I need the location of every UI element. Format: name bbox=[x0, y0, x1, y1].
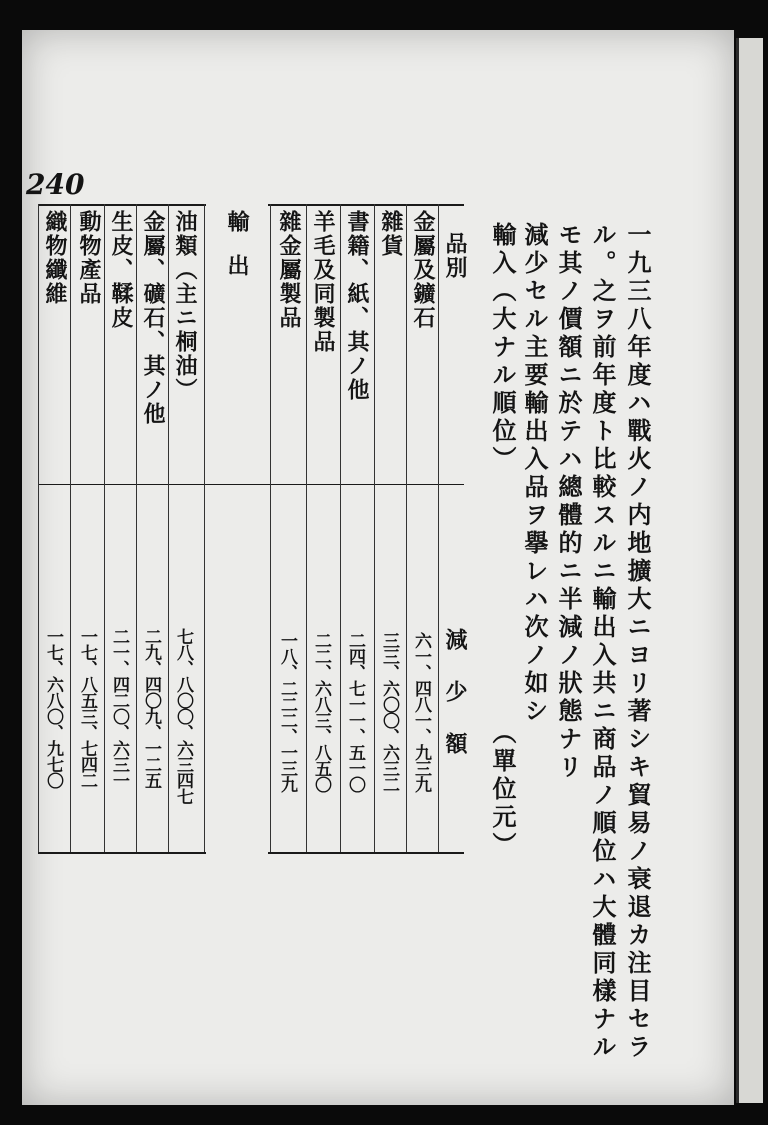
header-amount: 減少額 bbox=[442, 628, 468, 784]
column-divider-rule bbox=[38, 484, 464, 485]
page-number: 240 bbox=[26, 168, 85, 201]
import-item-4: 羊毛及同製品 bbox=[310, 210, 336, 354]
export-item-4: 動物產品 bbox=[76, 210, 102, 306]
header-item: 品別 bbox=[442, 232, 468, 280]
import-amount-3: 二四、七一一、五一〇 bbox=[345, 632, 365, 792]
col-rule bbox=[104, 204, 105, 852]
export-amount-5: 一七、六八〇、九七〇 bbox=[43, 628, 63, 788]
export-amount-2: 二九、四〇九、一二五 bbox=[141, 628, 161, 788]
export-amount-1: 七八、八〇〇、六三四七 bbox=[173, 628, 193, 804]
export-item-1: 油類（主ニ桐油） bbox=[172, 210, 198, 402]
import-item-5: 雜金屬製品 bbox=[276, 210, 302, 330]
import-item-2: 雜貨 bbox=[378, 210, 404, 258]
import-item-1: 金屬及鑛石 bbox=[410, 210, 436, 330]
col-rule bbox=[340, 204, 341, 852]
col-rule bbox=[168, 204, 169, 852]
imports-table-bottom-rule bbox=[268, 852, 464, 854]
col-rule bbox=[70, 204, 71, 852]
export-item-2: 金屬、礦石、其ノ他 bbox=[140, 210, 166, 426]
export-item-5: 織物纖維 bbox=[42, 210, 68, 306]
body-line-4: 減少セル主要輸出入品ヲ擧レハ次ノ如シ bbox=[520, 222, 549, 726]
import-item-3: 書籍、紙、其ノ他 bbox=[344, 210, 370, 402]
col-rule bbox=[406, 204, 407, 852]
col-rule bbox=[374, 204, 375, 852]
imports-table-top-rule bbox=[268, 204, 464, 206]
body-line-3: モ其ノ價額ニ於テハ總體的ニ半減ノ狀態ナリ bbox=[554, 222, 583, 782]
import-amount-4: 二二、六八三、八五〇 bbox=[311, 632, 331, 792]
col-rule bbox=[438, 204, 439, 852]
unit-note: （單位元） bbox=[488, 720, 517, 860]
col-rule bbox=[270, 204, 271, 852]
col-rule bbox=[136, 204, 137, 852]
exports-table-bottom-rule bbox=[38, 852, 206, 854]
col-rule bbox=[204, 204, 205, 852]
export-amount-3: 二一、四二〇、六三一 bbox=[109, 628, 129, 788]
import-amount-5: 一八、二二二、一三九 bbox=[277, 632, 297, 792]
exports-label: 輸出 bbox=[224, 210, 250, 298]
adjacent-page-edge bbox=[736, 38, 763, 1103]
body-line-1: 一九三八年度ハ戰火ノ内地擴大ニヨリ著シキ貿易ノ衰退カ注目セラ bbox=[623, 222, 652, 1062]
import-amount-2: 三三、六〇〇、六三二 bbox=[379, 632, 399, 792]
export-amount-4: 一七、八五三、七四二 bbox=[77, 628, 97, 788]
body-line-2: ル。之ヲ前年度ト比較スルニ輸出入共ニ商品ノ順位ハ大體同樣ナル bbox=[588, 222, 617, 1062]
export-item-3: 生皮、鞣皮 bbox=[108, 210, 134, 330]
import-amount-1: 六一、四八一、九三九 bbox=[411, 632, 431, 792]
imports-subheading: 輸入（大ナル順位） bbox=[488, 222, 517, 474]
col-rule bbox=[306, 204, 307, 852]
exports-table-top-rule bbox=[38, 204, 206, 206]
col-rule bbox=[38, 204, 39, 852]
